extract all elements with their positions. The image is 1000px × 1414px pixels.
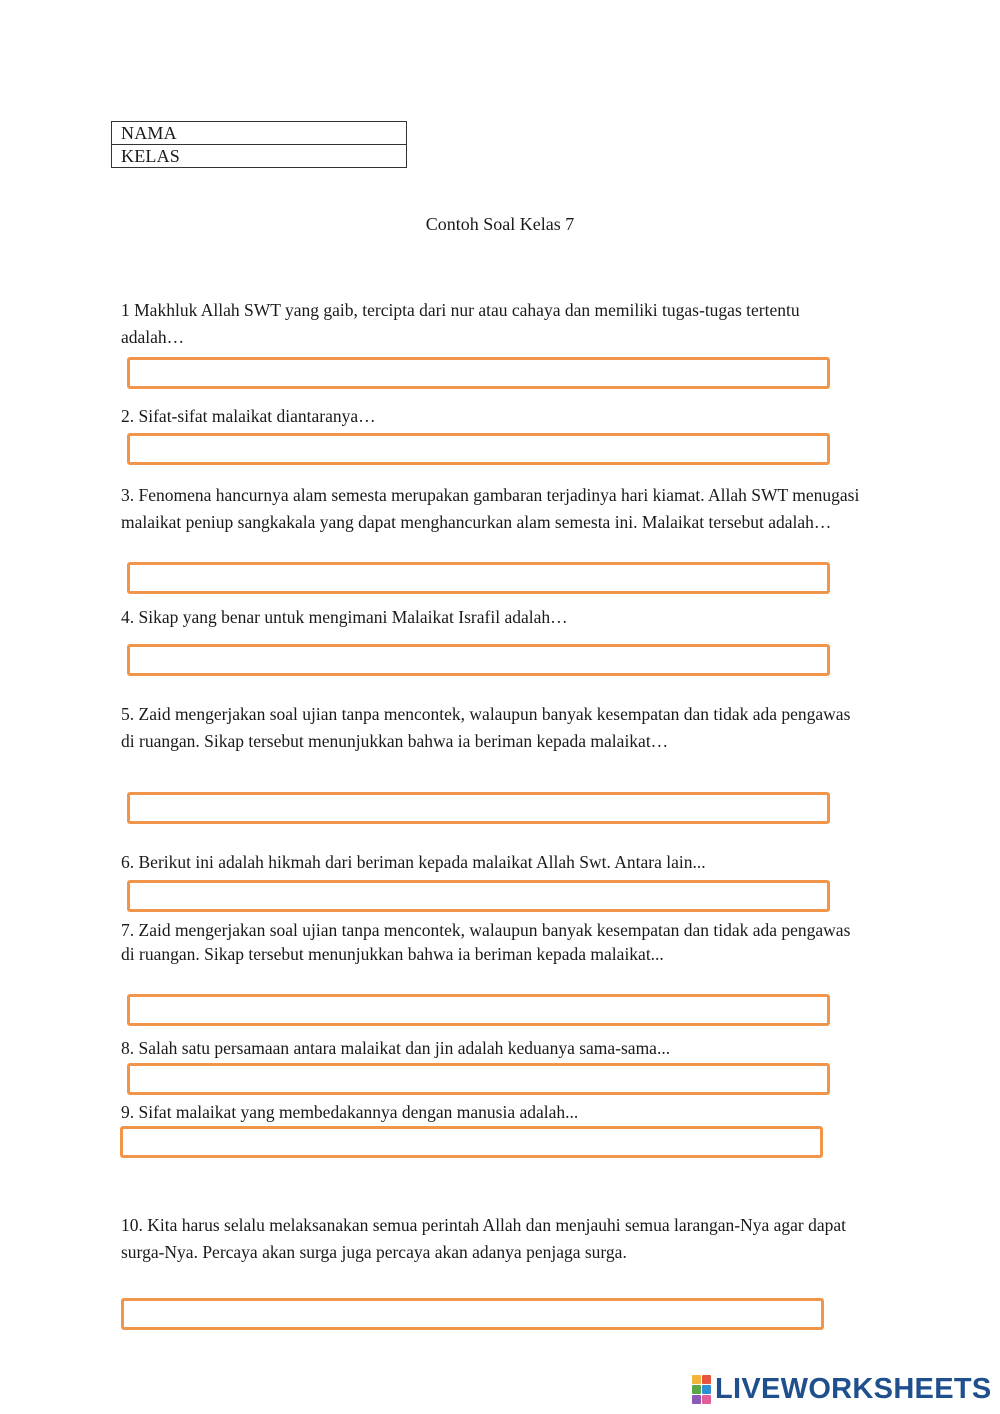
liveworksheets-logo — [692, 1373, 992, 1405]
question-5: 5. Zaid mengerjakan soal ujian tanpa mencontek, walaupun banyak kesempatan dan tidak ada pengawas di ruangan. Sikap tersebut menunjukkan bahwa ia beriman kepada malaikat… — [121, 704, 851, 751]
logo-tile — [692, 1385, 701, 1394]
answer-input-1[interactable] — [127, 357, 830, 389]
question-4: 4. Sikap yang benar untuk mengimani Malaikat Israfil adalah… — [121, 607, 568, 627]
logo-tile — [702, 1395, 711, 1404]
class-field-label: KELAS — [112, 145, 407, 168]
answer-input-9[interactable] — [120, 1126, 823, 1158]
question-7: 7. Zaid mengerjakan soal ujian tanpa mencontek, walaupun banyak kesempatan dan tidak ada pengawas di ruangan. Sikap tersebut menunjukkan bahwa ia beriman kepada malaikat... — [121, 920, 851, 964]
question-8: 8. Salah satu persamaan antara malaikat dan jin adalah keduanya sama-sama... — [121, 1038, 671, 1058]
question-2: 2. Sifat-sifat malaikat diantaranya… — [121, 406, 376, 426]
question-6: 6. Berikut ini adalah hikmah dari beriman kepada malaikat Allah Swt. Antara lain... — [121, 852, 706, 872]
question-10: 10. Kita harus selalu melaksanakan semua perintah Allah dan menjauhi semua larangan-Nya agar dapat surga-Nya. Percaya akan surga juga percaya akan adanya penjaga surga. — [121, 1215, 847, 1262]
logo-tile — [692, 1395, 701, 1404]
question-3: 3. Fenomena hancurnya alam semesta merupakan gambaran terjadinya hari kiamat. Allah SWT menugasi malaikat peniup sangkakala yang dapat menghancurkan alam semesta ini. Malaikat tersebut adalah… — [121, 485, 860, 532]
worksheet-title: Contoh Soal Kelas 7 — [425, 214, 575, 234]
liveworksheets-logo-icon — [692, 1375, 711, 1404]
question-1: 1 Makhluk Allah SWT yang gaib, tercipta dari nur atau cahaya dan memiliki tugas-tugas tertentu adalah… — [121, 300, 800, 347]
liveworksheets-logo-text: LIVEWORKSHEETS — [715, 1373, 992, 1405]
answer-input-3[interactable] — [127, 562, 830, 594]
answer-input-5[interactable] — [127, 792, 830, 824]
logo-tile — [702, 1385, 711, 1394]
answer-input-7[interactable] — [127, 994, 830, 1026]
answer-input-2[interactable] — [127, 433, 830, 465]
answer-input-6[interactable] — [127, 880, 830, 912]
logo-tile — [702, 1375, 711, 1384]
question-9: 9. Sifat malaikat yang membedakannya dengan manusia adalah... — [121, 1102, 579, 1122]
answer-input-4[interactable] — [127, 644, 830, 676]
name-field-label: NAMA — [112, 122, 407, 145]
logo-tile — [692, 1375, 701, 1384]
answer-input-10[interactable] — [121, 1298, 824, 1330]
answer-input-8[interactable] — [127, 1063, 830, 1095]
student-info-table — [111, 121, 407, 168]
